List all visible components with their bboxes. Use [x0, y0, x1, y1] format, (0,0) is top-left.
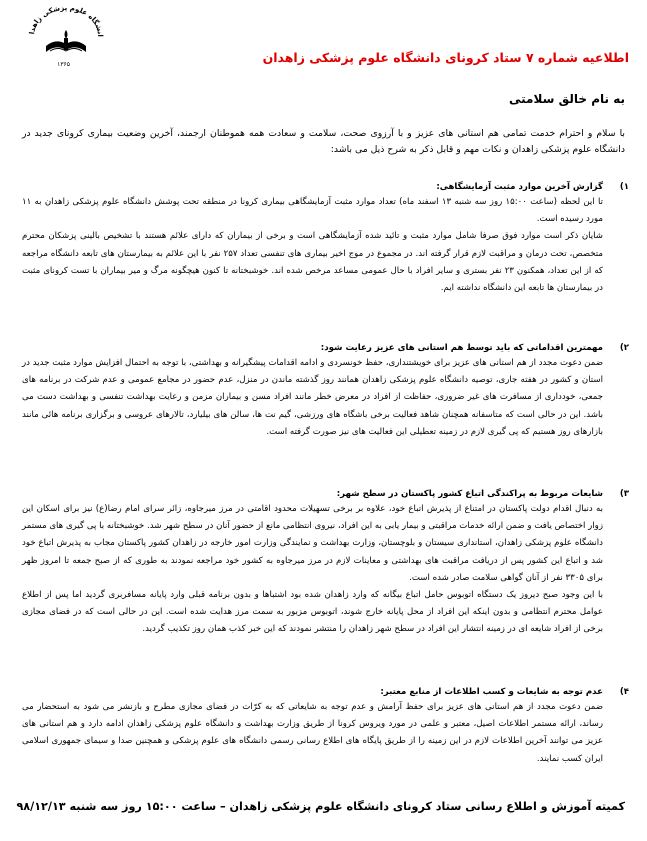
section-precautions: [22, 342, 629, 441]
section-number: ۲): [619, 343, 629, 353]
section-paragraph: شایان ذکر است موارد فوق صرفا شامل موارد مثبت و تائید شده آزمایشگاهی است و برخی از بیماران که دارای علائم هستند با تشخیص بالینی پزشکان محترم متخصص، تحت درمان و مراقبت لازم قرار گرفته اند. در مجموع در موج اخیر بیماری های تنفسی تعداد ۲۵۷ نفر با این علائم به بیمارستان های تابعه دانشگاه مراجعه که از این تعداد، همکنون ۲۳ نفر بستری و سایر افراد با حال عمومی مساعد مرخص شده اند. خوشبختانه تا کنون هیچگونه مرگ و میر بیماران با تست کرونای مثبت در بیمارستان ها تابعه این دانشگاه نداشته ایم.: [22, 231, 603, 294]
section-paragraph: تا این لحظه (ساعت ۱۵:۰۰ روز سه شنبه ۱۳ اسفند ماه) تعداد موارد مثبت آزمایشگاهی بیماری کرونا در منطقه تحت پوشش دانشگاه علوم پزشکی زاهدان به ۱۱ مورد رسیده است.: [22, 197, 603, 225]
section-paragraph: ضمن دعوت مجدد از هم استانی های عزیز برای خویشتنداری، حفظ خونسردی و ادامه اقدامات پیشگیرانه و بهداشتی، با توجه به احتمال افزایش موارد مثبت جدید در استان و کشور در هفته جاری، توصیه دانشگاه علوم پزشکی زاهدان همانند روز گذشته ماندن در منزل، عدم حضور در مجامع عمومی و عدم شرکت در برنامه های جمعی، خودداری از مسافرت های غیر ضروری، حفاظت از افراد در معرض خطر مانند افراد مسن و بیماران مزمن و رعایت بهداشت تنفسی و بهداشت دست می باشد. این در حالی است که متاسفانه همچنان شاهد فعالیت برخی باشگاه های ورزشی، گیم نت ها، سالن های بیلیارد، تالارهای عروسی و برگزاری برنامه هائی مانند بازارهای روز هستیم که پی گیری لازم در زمینه تعطیلی این فعالیت های نیز صورت گرفته است.: [22, 358, 603, 437]
section-reliable-sources: [22, 686, 629, 768]
section-lab-report: [22, 181, 629, 297]
section-title: گزارش آخرین موارد مثبت آزمایشگاهی:: [436, 182, 603, 192]
logo-year: ۱۳۶۵: [57, 61, 70, 68]
section-paragraph: ضمن دعوت مجدد از هم استانی های عزیز برای حفظ آرامش و عدم توجه به شایعاتی که به کرّات در فضای مجازی مطرح و بازنشر می شود به استحضار می رساند، ارائه مستمر اطلاعات اصیل، معتبر و علمی در مورد ویروس کرونا از طریق وزارت بهداشت و دانشگاه علوم پزشکی زاهدان ادامه دارد و هم استانی های عزیز می توانند آخرین اطلاعات لازم در این زمینه را از طریق پایگاه های اطلاع رسانی رسمی دانشگاه های علوم پزشکی و همچنین صدا و سیمای جمهوری اسلامی ایران کسب نمایند.: [22, 702, 603, 764]
section-title: عدم توجه به شایعات و کسب اطلاعات از منابع معتبر:: [380, 687, 603, 697]
section-number: ۱): [619, 182, 629, 192]
section-paragraph: به دنبال اقدام دولت پاکستان در امتناع از پذیرش اتباع خود، علاوه بر برخی تسهیلات محدود اقامتی در مرز میرجاوه، زائر سرای امام رضا(ع) نیز برای اسکان این زوار اختصاص یافت و ضمن ارائه خدمات مراقبتی و بیمار یابی به این افراد، نیروی انتظامی مانع از حضور آنان در سطح شهر شد. خوشبختانه با پی گیری های مستمر دانشگاه علوم پزشکی زاهدان، استانداری سیستان و بلوچستان، وزارت بهداشت و نمایندگی وزارت امور خارجه در زاهدان کشور پاکستان مجاب به پذیرش اتباع خود شد و اتباع این کشور پس از دریافت مراقبت های بهداشتی و معاینات لازم در مرز میرجاوه به کشور خود مراجعه نمودند به طوری که از صبح جمعه تا امروز ظهر برای ۳۳۰۵ نفر از آنان گواهی سلامت صادر شده است.: [22, 504, 603, 583]
intro-paragraph: با سلام و احترام خدمت تمامی هم استانی های عزیز و با آرزوی صحت، سلامت و سعادت همه هموطنان ارجمند، آخرین وضعیت بیماری کرونای جدید در دانشگاه علوم پزشکی زاهدان و نکات مهم و قابل ذکر به شرح ذیل می باشد:: [22, 128, 625, 155]
logo-text: انشگاه علوم پزشکی زاهدا: [28, 6, 105, 37]
section-pakistan-rumors: [22, 488, 629, 639]
section-number: ۳): [619, 489, 629, 499]
footer-signature: کمیته آموزش و اطلاع رسانی ستاد کرونای دانشگاه علوم پزشکی زاهدان – ساعت ۱۵:۰۰ روز سه شنبه ۹۸/۱۲/۱۳: [16, 800, 625, 813]
announcement-title: اطلاعیه شماره ۷ ستاد کرونای دانشگاه علوم پزشکی زاهدان: [262, 50, 629, 65]
section-title: مهمترین اقداماتی که باید توسط هم استانی های عزیز رعایت شود:: [320, 343, 603, 353]
section-number: ۴): [619, 687, 629, 697]
section-title: شایعات مربوط به پراکندگی اتباع کشور پاکستان در سطح شهر:: [336, 489, 603, 499]
section-paragraph: با این وجود صبح دیروز یک دستگاه اتوبوس حامل اتباع بیگانه که وارد زاهدان شده بود اشتباها و بدون برنامه قبلی وارد پایانه مسافربری گردید اما پس از اطلاع عوامل محترم انتظامی و بدون اینکه این افراد از محل پایانه خارج شوند، اتوبوس مزبور به سمت مرز هدایت شده است. این در حالی است که در فضای مجازی برخی از افراد شایعه ای در زمینه انتشار این افراد در سطح شهر زاهدان را منتشر نمودند که این خبر کذب همان روز تکذیب گردید.: [22, 590, 603, 635]
basmala-heading: به نام خالق سلامتی: [509, 92, 625, 106]
